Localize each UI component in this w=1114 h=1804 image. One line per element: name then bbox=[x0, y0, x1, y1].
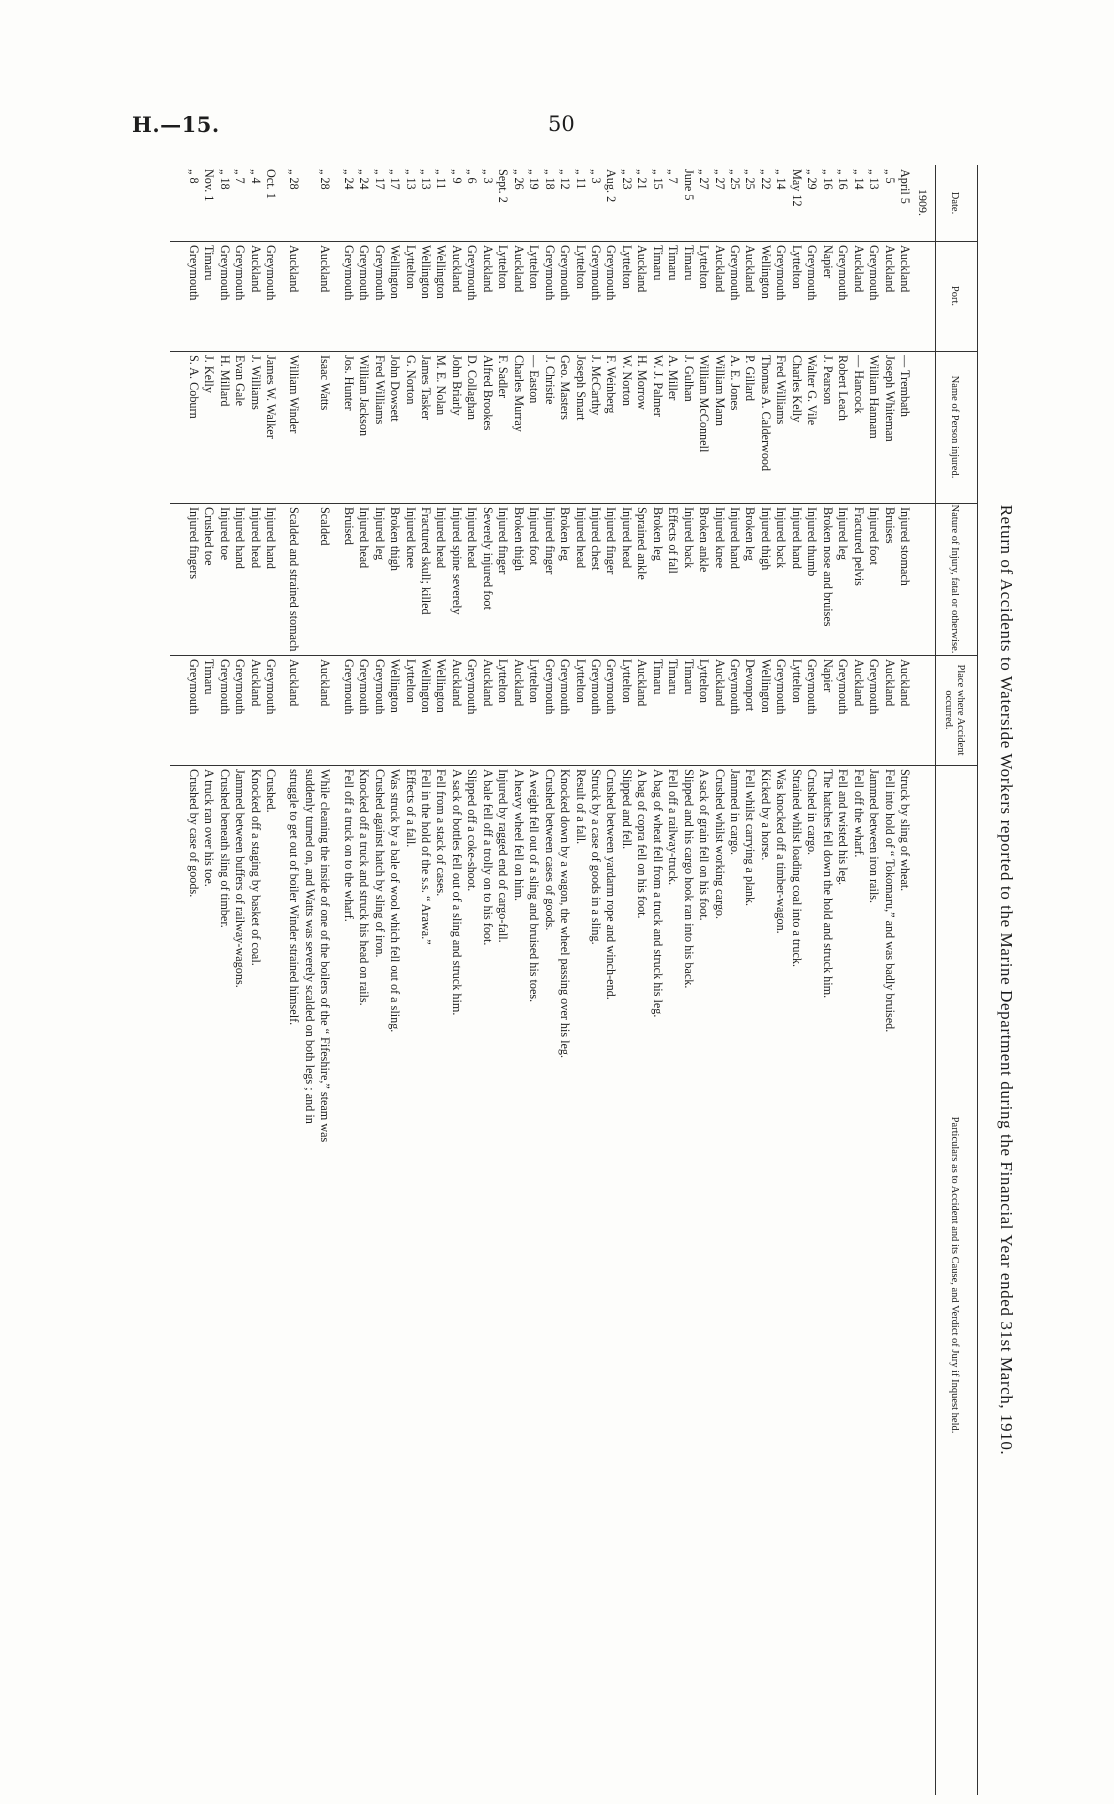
port-cell: Greymouth bbox=[805, 245, 820, 301]
place-cell: Greymouth bbox=[774, 659, 789, 715]
place-cell: Devonport bbox=[743, 659, 758, 712]
injury-cell: Bruises bbox=[882, 507, 897, 544]
place-cell: Lyttelton bbox=[403, 659, 418, 704]
name-cell: — Easton bbox=[527, 355, 542, 404]
table-row bbox=[337, 165, 356, 1795]
name-cell: W. Norton bbox=[619, 355, 634, 407]
place-cell: Wellington bbox=[758, 659, 773, 713]
date-cell: „ 3 bbox=[480, 169, 495, 184]
name-cell: Fred Williams bbox=[372, 355, 387, 425]
name-cell: Joseph Smart bbox=[573, 355, 588, 421]
particulars-cell: Strained whilst loading coal into a truck. bbox=[789, 769, 804, 968]
date-cell: Nov. 1 bbox=[202, 169, 217, 202]
port-cell: Timaru bbox=[650, 245, 665, 281]
injury-cell: Injured stomach bbox=[898, 507, 912, 586]
port-cell: Auckland bbox=[898, 245, 912, 293]
place-cell: Greymouth bbox=[867, 659, 882, 715]
place-cell: Greymouth bbox=[542, 659, 557, 715]
particulars-cell: A bag of copra fell on his foot. bbox=[635, 769, 650, 919]
injury-cell: Injured toe bbox=[217, 507, 232, 561]
port-cell: Auckland bbox=[511, 245, 526, 293]
particulars-cell: Crushed between yardarm rope and winch-end. bbox=[604, 769, 619, 1000]
port-cell: Auckland bbox=[743, 245, 758, 293]
port-cell: Lyttelton bbox=[403, 245, 418, 290]
place-cell: Greymouth bbox=[357, 659, 372, 715]
injury-cell: Injured hand bbox=[233, 507, 248, 569]
particulars-cell: Fell into hold of “ Tokomaru,” and was badly bruised. bbox=[882, 769, 897, 1033]
port-cell: Auckland bbox=[882, 245, 897, 293]
date-cell: „ 13 bbox=[867, 169, 882, 190]
place-cell: Auckland bbox=[318, 659, 333, 707]
particulars-cell: Struck by sling of wheat. bbox=[898, 769, 912, 892]
place-cell: Greymouth bbox=[836, 659, 851, 715]
port-cell: Greymouth bbox=[558, 245, 573, 301]
injury-cell: Injured thumb bbox=[805, 507, 820, 577]
name-cell: W. J. Palmer bbox=[650, 355, 665, 417]
name-cell: F. Weinberg bbox=[604, 355, 619, 414]
place-cell: Auckland bbox=[480, 659, 495, 707]
particulars-cell: Fell in the hold of the s.s. “ Arawa.” bbox=[419, 769, 434, 945]
date-cell: „ 23 bbox=[619, 169, 634, 190]
place-cell: Timaru bbox=[650, 659, 665, 695]
injury-cell: Severely injured foot bbox=[480, 507, 495, 610]
name-cell: M. E. Nolan bbox=[434, 355, 449, 416]
port-cell: Lyttelton bbox=[527, 245, 542, 290]
particulars-cell: A bag of wheat fell from a truck and struck his leg. bbox=[650, 769, 665, 1018]
name-cell: F. Sadler bbox=[496, 355, 511, 399]
name-cell: Joseph Whiteman bbox=[882, 355, 897, 442]
table-title: Return of Accidents to Waterside Workers reported to the Marine Department during the Financial Year ended 31st March, 1910. bbox=[997, 504, 1016, 1456]
particulars-cell: A weight fell out of a sling and bruised his toes. bbox=[527, 769, 542, 1003]
injury-cell: Injured leg bbox=[836, 507, 851, 561]
header-date: Date. bbox=[949, 191, 961, 215]
injury-cell: Scalded bbox=[318, 507, 333, 546]
header-name: Name of Person injured. bbox=[949, 375, 961, 479]
injury-cell: Injured chest bbox=[589, 507, 603, 571]
date-cell: „ 24 bbox=[357, 169, 372, 190]
injury-cell: Injured head bbox=[619, 507, 634, 569]
place-cell: Lyttelton bbox=[789, 659, 804, 704]
date-cell: „ 11 bbox=[573, 169, 588, 190]
place-cell: Greymouth bbox=[805, 659, 820, 715]
place-cell: Auckland bbox=[898, 659, 912, 707]
particulars-cell: While cleaning the inside of one of the boilers of the “ Fifeshire,” steam was bbox=[318, 769, 333, 1143]
name-cell: William Winder bbox=[287, 355, 302, 434]
name-cell: Evan Gale bbox=[233, 355, 248, 407]
particulars-cell: Slipped and his cargo hook ran into his back. bbox=[681, 769, 696, 989]
particulars-cell: Slipped off a coke-shoot. bbox=[465, 769, 480, 892]
date-cell: May 12 bbox=[789, 169, 804, 207]
port-cell: Timaru bbox=[681, 245, 696, 281]
place-cell: Auckland bbox=[635, 659, 650, 707]
injury-cell: Injured head bbox=[248, 507, 263, 569]
name-cell: A. E. Jones bbox=[728, 355, 743, 411]
date-cell: „ 27 bbox=[697, 169, 712, 190]
port-cell: Timaru bbox=[202, 245, 217, 281]
injury-cell: Injured leg bbox=[372, 507, 387, 561]
port-cell: Greymouth bbox=[542, 245, 557, 301]
date-cell: „ 7 bbox=[666, 169, 681, 184]
place-cell: Greymouth bbox=[465, 659, 480, 715]
header-place: Place where Accident occurred. bbox=[943, 664, 967, 756]
date-cell: „ 19 bbox=[527, 169, 542, 190]
port-cell: Greymouth bbox=[217, 245, 232, 301]
place-cell: Greymouth bbox=[604, 659, 619, 715]
place-cell: Wellington bbox=[419, 659, 434, 713]
injury-cell: Injured hand bbox=[264, 507, 278, 569]
injury-cell: Broken leg bbox=[558, 507, 573, 561]
port-cell: Greymouth bbox=[357, 245, 372, 301]
particulars-cell: A sack of bottles fell out of a sling and struck him. bbox=[449, 769, 464, 1016]
date-cell: „ 14 bbox=[851, 169, 866, 190]
particulars-cell: Crushed against hatch by sling of iron. bbox=[372, 769, 387, 958]
particulars-cell: Crushed in cargo. bbox=[805, 769, 820, 856]
particulars-cell: A bale fell off a trolly on to his foot. bbox=[480, 769, 495, 946]
place-cell: Greymouth bbox=[186, 659, 201, 715]
port-cell: Lyttelton bbox=[496, 245, 511, 290]
port-cell: Wellington bbox=[434, 245, 449, 299]
injury-cell: Injured foot bbox=[867, 507, 882, 565]
port-cell: Auckland bbox=[851, 245, 866, 293]
injury-cell: Broken leg bbox=[743, 507, 758, 561]
place-cell: Lyttelton bbox=[496, 659, 511, 704]
port-cell: Auckland bbox=[248, 245, 263, 293]
injury-cell: Injured knee bbox=[403, 507, 418, 569]
page-header bbox=[132, 112, 1004, 152]
name-cell: Isaac Watts bbox=[318, 355, 333, 411]
injury-cell: Injured back bbox=[774, 507, 789, 569]
injury-cell: Injured foot bbox=[527, 507, 542, 565]
name-cell: James W. Walker bbox=[264, 355, 278, 439]
injury-cell: Injured hand bbox=[728, 507, 743, 569]
name-cell: — Trembath bbox=[898, 355, 912, 417]
injury-cell: Injured finger bbox=[496, 507, 511, 575]
port-cell: Greymouth bbox=[836, 245, 851, 301]
date-cell: „ 25 bbox=[743, 169, 758, 190]
date-cell: Aug. 2 bbox=[604, 169, 619, 203]
injury-cell: Fractured pelvis bbox=[851, 507, 866, 586]
place-cell: Greymouth bbox=[233, 659, 248, 715]
port-cell: Lyttelton bbox=[789, 245, 804, 290]
port-cell: Greymouth bbox=[604, 245, 619, 301]
name-cell: J. Williams bbox=[248, 355, 263, 410]
page-number: 50 bbox=[548, 112, 575, 136]
port-cell: Lyttelton bbox=[573, 245, 588, 290]
date-cell: „ 12 bbox=[558, 169, 573, 190]
date-cell: June 5 bbox=[681, 169, 696, 201]
port-cell: Auckland bbox=[480, 245, 495, 293]
date-cell: „ 6 bbox=[465, 169, 480, 184]
port-cell: Greymouth bbox=[589, 245, 603, 301]
place-cell: Lyttelton bbox=[573, 659, 588, 704]
injury-cell: Injured head bbox=[465, 507, 480, 569]
port-cell: Lyttelton bbox=[697, 245, 712, 290]
date-cell: „ 16 bbox=[836, 169, 851, 190]
injury-cell: Injured hand bbox=[789, 507, 804, 569]
place-cell: Timaru bbox=[666, 659, 681, 695]
year-label: 1909. bbox=[916, 189, 930, 216]
table-row bbox=[283, 165, 302, 1795]
date-cell: „ 27 bbox=[712, 169, 727, 190]
particulars-cell: Fell off a railway-truck. bbox=[666, 769, 681, 886]
date-cell: „ 28 bbox=[318, 169, 333, 190]
injury-cell: Injured finger bbox=[542, 507, 557, 575]
particulars-cell: Fell off a truck on to the wharf. bbox=[341, 769, 356, 922]
injury-cell: Injured knee bbox=[712, 507, 727, 569]
particulars-cell: Struck by a case of goods in a sling. bbox=[589, 769, 603, 945]
place-cell: Lyttelton bbox=[697, 659, 712, 704]
port-cell: Greymouth bbox=[341, 245, 356, 301]
date-cell: „ 17 bbox=[372, 169, 387, 190]
particulars-cell: Fell from a stack of cases. bbox=[434, 769, 449, 897]
date-cell: Sept. 2 bbox=[496, 169, 511, 203]
name-cell: D. Collaghan bbox=[465, 355, 480, 420]
injury-cell: Effects of fall bbox=[666, 507, 681, 574]
particulars-cell: Jammed between iron rails. bbox=[867, 769, 882, 904]
date-cell: „ 28 bbox=[287, 169, 302, 190]
particulars-cell: Jammed in cargo. bbox=[728, 769, 743, 856]
place-cell: Timaru bbox=[681, 659, 696, 695]
name-cell: P. Gillard bbox=[743, 355, 758, 402]
particulars-cell: Was struck by a bale of wool which fell out of a sling. bbox=[388, 769, 403, 1033]
port-cell: Auckland bbox=[449, 245, 464, 293]
place-cell: Greymouth bbox=[728, 659, 743, 715]
port-cell: Wellington bbox=[419, 245, 434, 299]
date-cell: „ 3 bbox=[589, 169, 603, 184]
particulars-cell: Result of a fall. bbox=[573, 769, 588, 845]
port-cell: Auckland bbox=[318, 245, 333, 293]
place-cell: Napier bbox=[820, 659, 835, 693]
particulars-cell: Knocked down by a wagon, the wheel passing over his leg. bbox=[558, 769, 573, 1059]
injury-cell: Injured head bbox=[573, 507, 588, 569]
injury-cell: Injured head bbox=[357, 507, 372, 569]
injury-cell: Scalded and strained stomach bbox=[287, 507, 302, 652]
place-cell: Auckland bbox=[851, 659, 866, 707]
port-cell: Greymouth bbox=[233, 245, 248, 301]
place-cell: Greymouth bbox=[558, 659, 573, 715]
injury-cell: Broken nose and bruises bbox=[820, 507, 835, 627]
port-cell: Greymouth bbox=[372, 245, 387, 301]
date-cell: „ 16 bbox=[820, 169, 835, 190]
port-cell: Greymouth bbox=[867, 245, 882, 301]
particulars-cell: Crushed by case of goods. bbox=[186, 769, 201, 898]
name-cell: H. Millard bbox=[217, 355, 232, 407]
name-cell: Thomas A. Calderwood bbox=[758, 355, 773, 472]
name-cell: G. Norton bbox=[403, 355, 418, 405]
name-cell: H. Morrow bbox=[635, 355, 650, 410]
name-cell: John Briarly bbox=[449, 355, 464, 416]
name-cell: William Mann bbox=[712, 355, 727, 426]
date-cell: „ 8 bbox=[186, 169, 201, 184]
injury-cell: Broken leg bbox=[650, 507, 665, 561]
port-cell: Auckland bbox=[712, 245, 727, 293]
port-cell: Wellington bbox=[758, 245, 773, 299]
date-cell: „ 25 bbox=[728, 169, 743, 190]
table-row bbox=[182, 165, 201, 1795]
port-cell: Timaru bbox=[666, 245, 681, 281]
place-cell: Wellington bbox=[434, 659, 449, 713]
date-cell: „ 18 bbox=[542, 169, 557, 190]
particulars-cell: Was knocked off a timber-wagon. bbox=[774, 769, 789, 934]
place-cell: Greymouth bbox=[264, 659, 278, 715]
particulars-cell: suddenly turned on, and Watts was severely scalded on both legs ; and in bbox=[302, 769, 317, 1124]
port-cell: Auckland bbox=[635, 245, 650, 293]
date-cell: „ 4 bbox=[248, 169, 263, 184]
date-cell: Oct. 1 bbox=[264, 169, 278, 199]
particulars-cell: The hatches fell down the hold and struck him. bbox=[820, 769, 835, 999]
port-cell: Lyttelton bbox=[619, 245, 634, 290]
name-cell: J. McCarthy bbox=[589, 355, 603, 416]
name-cell: Geo. Masters bbox=[558, 355, 573, 420]
particulars-cell: Jammed between buffers of railway-wagons. bbox=[233, 769, 248, 988]
injury-cell: Sprained ankle bbox=[635, 507, 650, 580]
place-cell: Auckland bbox=[882, 659, 897, 707]
place-cell: Greymouth bbox=[589, 659, 603, 715]
date-cell: „ 9 bbox=[449, 169, 464, 184]
rotated-table-sheet bbox=[150, 165, 1050, 1795]
port-cell: Napier bbox=[820, 245, 835, 279]
name-cell: S. A. Coburn bbox=[186, 355, 201, 419]
name-cell: William Jackson bbox=[357, 355, 372, 437]
injury-cell: Bruised bbox=[341, 507, 356, 545]
name-cell: J. Pearson bbox=[820, 355, 835, 405]
place-cell: Auckland bbox=[511, 659, 526, 707]
name-cell: William McConnell bbox=[697, 355, 712, 453]
date-cell: „ 18 bbox=[217, 169, 232, 190]
port-cell: Greymouth bbox=[264, 245, 278, 301]
name-cell: Jos. Hunter bbox=[341, 355, 356, 411]
injury-cell: Broken thigh bbox=[388, 507, 403, 571]
injury-cell: Injured back bbox=[681, 507, 696, 569]
particulars-cell: A truck ran over his toe. bbox=[202, 769, 217, 887]
name-cell: J. Gulhan bbox=[681, 355, 696, 402]
particulars-cell: Fell whilst carrying a plank. bbox=[743, 769, 758, 907]
injury-cell: Crushed toe bbox=[202, 507, 217, 566]
place-cell: Timaru bbox=[202, 659, 217, 695]
name-cell: Alfred Brookes bbox=[480, 355, 495, 431]
place-cell: Greymouth bbox=[217, 659, 232, 715]
accident-table bbox=[150, 165, 988, 1795]
injury-cell: Injured spine severely bbox=[449, 507, 464, 615]
date-cell: „ 13 bbox=[403, 169, 418, 190]
port-cell: Wellington bbox=[388, 245, 403, 299]
place-cell: Lyttelton bbox=[527, 659, 542, 704]
date-cell: „ 5 bbox=[882, 169, 897, 184]
particulars-cell: Crushed beneath sling of timber. bbox=[217, 769, 232, 928]
name-cell: Robert Leach bbox=[836, 355, 851, 421]
particulars-cell: Kicked by a horse. bbox=[758, 769, 773, 861]
name-cell: J. Christie bbox=[542, 355, 557, 405]
injury-cell: Broken ankle bbox=[697, 507, 712, 573]
date-cell: „ 15 bbox=[650, 169, 665, 190]
date-cell: „ 21 bbox=[635, 169, 650, 190]
place-cell: Greymouth bbox=[372, 659, 387, 715]
particulars-cell: A heavy wheel fell on him. bbox=[511, 769, 526, 901]
name-cell: A. Miller bbox=[666, 355, 681, 401]
port-cell: Greymouth bbox=[186, 245, 201, 301]
place-cell: Auckland bbox=[248, 659, 263, 707]
injury-cell: Broken thigh bbox=[511, 507, 526, 571]
port-cell: Greymouth bbox=[728, 245, 743, 301]
place-cell: Auckland bbox=[712, 659, 727, 707]
date-cell: April 5 bbox=[898, 169, 912, 204]
injury-cell: Injured head bbox=[434, 507, 449, 569]
port-cell: Greymouth bbox=[465, 245, 480, 301]
name-cell: — Hancock bbox=[851, 355, 866, 414]
place-cell: Auckland bbox=[287, 659, 302, 707]
port-cell: Greymouth bbox=[774, 245, 789, 301]
particulars-cell: struggle to get out of boiler Winder strained himself. bbox=[287, 769, 302, 1026]
place-cell: Greymouth bbox=[341, 659, 356, 715]
particulars-cell: Knocked off a truck and struck his head on rails. bbox=[357, 769, 372, 1006]
particulars-cell: Knocked off a staging by basket of coal. bbox=[248, 769, 263, 966]
particulars-cell: Injured by ragged end of cargo-fall. bbox=[496, 769, 511, 943]
particulars-cell: Crushed between cases of goods. bbox=[542, 769, 557, 931]
particulars-cell: Crushed. bbox=[264, 769, 278, 813]
name-cell: Charles Murray bbox=[511, 355, 526, 432]
particulars-cell: Crushed whilst working cargo. bbox=[712, 769, 727, 920]
place-cell: Wellington bbox=[388, 659, 403, 713]
date-cell: „ 29 bbox=[805, 169, 820, 190]
name-cell: John Dowsett bbox=[388, 355, 403, 422]
date-cell: „ 24 bbox=[341, 169, 356, 190]
place-cell: Auckland bbox=[449, 659, 464, 707]
date-cell: „ 7 bbox=[233, 169, 248, 184]
name-cell: James Tasker bbox=[419, 355, 434, 420]
particulars-cell: Slipped and fell. bbox=[619, 769, 634, 850]
injury-cell: Fractured skull; killed bbox=[419, 507, 434, 615]
particulars-cell: Fell off the wharf. bbox=[851, 769, 866, 858]
header-particulars: Particulars as to Accident and its Cause, and Verdict of Jury if Inquest held. bbox=[949, 1116, 961, 1434]
date-cell: „ 14 bbox=[774, 169, 789, 190]
name-cell: Walter G. Vile bbox=[805, 355, 820, 426]
injury-cell: Injured thigh bbox=[758, 507, 773, 571]
particulars-cell: Effects of a fall. bbox=[403, 769, 418, 848]
date-cell: „ 17 bbox=[388, 169, 403, 190]
name-cell: Fred Williams bbox=[774, 355, 789, 425]
name-cell: Charles Kelly bbox=[789, 355, 804, 423]
port-cell: Auckland bbox=[287, 245, 302, 293]
header-injury: Nature of Injury, fatal or otherwise. bbox=[949, 504, 961, 654]
injury-cell: Injured finger bbox=[604, 507, 619, 575]
date-cell: „ 13 bbox=[419, 169, 434, 190]
place-cell: Lyttelton bbox=[619, 659, 634, 704]
date-cell: „ 22 bbox=[758, 169, 773, 190]
date-cell: „ 26 bbox=[511, 169, 526, 190]
header-port: Port. bbox=[949, 285, 961, 307]
date-cell: „ 11 bbox=[434, 169, 449, 190]
parliamentary-reference: H.—15. bbox=[132, 112, 220, 137]
particulars-cell: Fell and twisted his leg. bbox=[836, 769, 851, 886]
name-cell: William Hannam bbox=[867, 355, 882, 439]
particulars-cell: A sack of grain fell on his foot. bbox=[697, 769, 712, 921]
injury-cell: Injured fingers bbox=[186, 507, 201, 580]
name-cell: J. Kelly bbox=[202, 355, 217, 393]
